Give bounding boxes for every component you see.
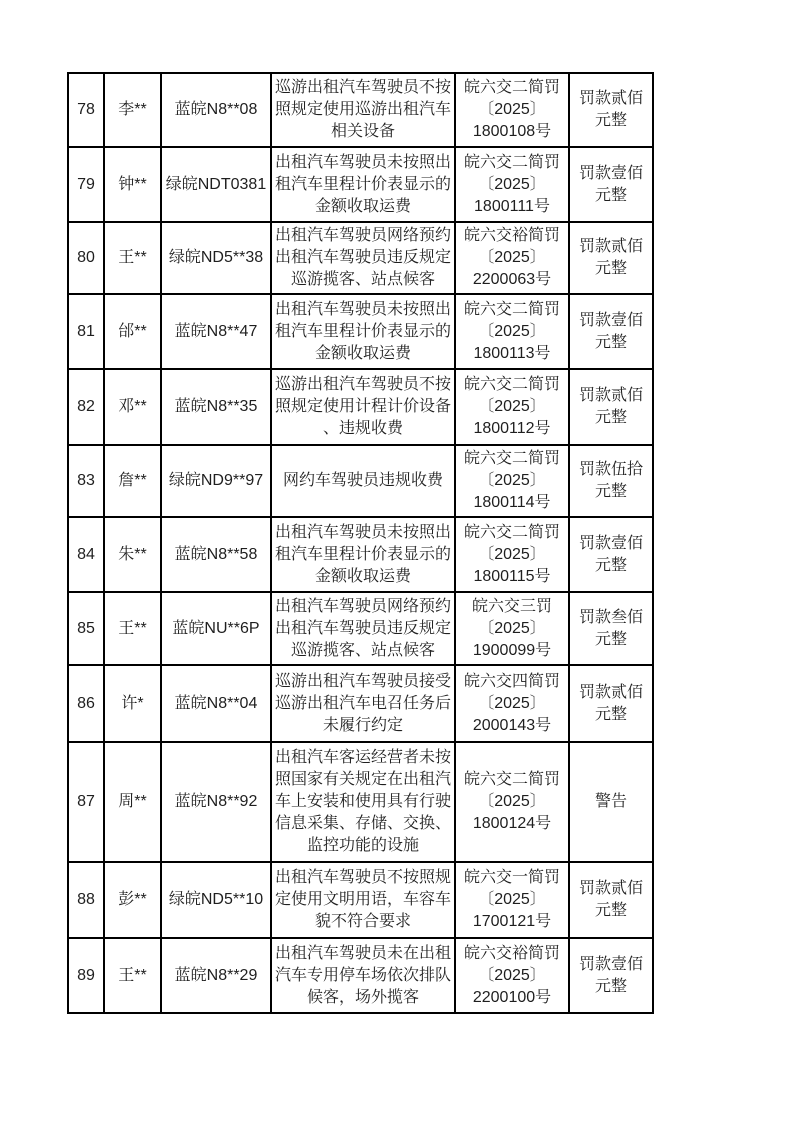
violation-description-cell: 巡游出租汽车驾驶员不按照规定使用巡游出租汽车相关设备 — [271, 73, 455, 147]
table-row — [68, 592, 653, 665]
penalty-result-cell: 罚款壹佰元整 — [569, 517, 653, 592]
penalty-result-cell: 罚款贰佰元整 — [569, 73, 653, 147]
table-row — [68, 938, 653, 1013]
table-row — [68, 445, 653, 517]
penalty-result-cell: 罚款壹佰元整 — [569, 294, 653, 369]
penalty-document-number-cell: 皖六交二简罚〔2025〕1800111号 — [455, 147, 569, 222]
party-name-cell: 周** — [104, 742, 161, 862]
penalty-result-cell: 罚款壹佰元整 — [569, 147, 653, 222]
license-plate-cell: 蓝皖N8**08 — [161, 73, 271, 147]
penalty-document-number-cell: 皖六交二简罚〔2025〕1800124号 — [455, 742, 569, 862]
table-row — [68, 742, 653, 862]
row-index-cell: 82 — [68, 369, 104, 445]
violation-description-cell: 巡游出租汽车驾驶员不按照规定使用计程计价设备、违规收费 — [271, 369, 455, 445]
penalty-result-cell: 罚款叁佰元整 — [569, 592, 653, 665]
violation-description-cell: 出租汽车驾驶员未按照出租汽车里程计价表显示的金额收取运费 — [271, 147, 455, 222]
table-row — [68, 294, 653, 369]
penalty-document-number-cell: 皖六交二简罚〔2025〕1800113号 — [455, 294, 569, 369]
penalty-table-body — [68, 73, 653, 1013]
party-name-cell: 王** — [104, 222, 161, 294]
license-plate-cell: 蓝皖N8**29 — [161, 938, 271, 1013]
license-plate-cell: 绿皖ND9**97 — [161, 445, 271, 517]
party-name-cell: 王** — [104, 592, 161, 665]
penalty-document-number-cell: 皖六交二简罚〔2025〕1800108号 — [455, 73, 569, 147]
violation-description-cell: 出租汽车客运经营者未按照国家有关规定在出租汽车上安装和使用具有行驶信息采集、存储、交换、监控功能的设施 — [271, 742, 455, 862]
license-plate-cell: 蓝皖N8**92 — [161, 742, 271, 862]
table-row — [68, 369, 653, 445]
row-index-cell: 88 — [68, 862, 104, 938]
party-name-cell: 彭** — [104, 862, 161, 938]
row-index-cell: 84 — [68, 517, 104, 592]
violation-description-cell: 出租汽车驾驶员网络预约出租汽车驾驶员违反规定巡游揽客、站点候客 — [271, 222, 455, 294]
row-index-cell: 81 — [68, 294, 104, 369]
license-plate-cell: 蓝皖N8**35 — [161, 369, 271, 445]
penalty-document-number-cell: 皖六交二简罚〔2025〕1800114号 — [455, 445, 569, 517]
row-index-cell: 85 — [68, 592, 104, 665]
table-row — [68, 665, 653, 742]
violation-description-cell: 出租汽车驾驶员未在出租汽车专用停车场依次排队候客，场外揽客 — [271, 938, 455, 1013]
penalty-result-cell: 罚款贰佰元整 — [569, 369, 653, 445]
party-name-cell: 朱** — [104, 517, 161, 592]
license-plate-cell: 蓝皖N8**04 — [161, 665, 271, 742]
license-plate-cell: 绿皖NDT0381 — [161, 147, 271, 222]
penalty-table — [67, 72, 654, 1014]
table-row — [68, 862, 653, 938]
penalty-document-number-cell: 皖六交二简罚〔2025〕1800112号 — [455, 369, 569, 445]
party-name-cell: 邓** — [104, 369, 161, 445]
license-plate-cell: 蓝皖N8**47 — [161, 294, 271, 369]
penalty-result-cell: 罚款贰佰元整 — [569, 862, 653, 938]
row-index-cell: 78 — [68, 73, 104, 147]
penalty-result-cell: 警告 — [569, 742, 653, 862]
table-row — [68, 517, 653, 592]
penalty-document-number-cell: 皖六交裕简罚〔2025〕2200100号 — [455, 938, 569, 1013]
penalty-document-number-cell: 皖六交裕简罚〔2025〕2200063号 — [455, 222, 569, 294]
violation-description-cell: 出租汽车驾驶员未按照出租汽车里程计价表显示的金额收取运费 — [271, 294, 455, 369]
violation-description-cell: 网约车驾驶员违规收费 — [271, 445, 455, 517]
party-name-cell: 李** — [104, 73, 161, 147]
violation-description-cell: 巡游出租汽车驾驶员接受巡游出租汽车电召任务后未履行约定 — [271, 665, 455, 742]
license-plate-cell: 蓝皖NU**6P — [161, 592, 271, 665]
row-index-cell: 86 — [68, 665, 104, 742]
violation-description-cell: 出租汽车驾驶员未按照出租汽车里程计价表显示的金额收取运费 — [271, 517, 455, 592]
penalty-result-cell: 罚款伍拾元整 — [569, 445, 653, 517]
violation-description-cell: 出租汽车驾驶员不按照规定使用文明用语，车容车貌不符合要求 — [271, 862, 455, 938]
penalty-result-cell: 罚款壹佰元整 — [569, 938, 653, 1013]
penalty-document-number-cell: 皖六交二简罚〔2025〕1800115号 — [455, 517, 569, 592]
license-plate-cell: 绿皖ND5**38 — [161, 222, 271, 294]
party-name-cell: 许* — [104, 665, 161, 742]
license-plate-cell: 绿皖ND5**10 — [161, 862, 271, 938]
row-index-cell: 83 — [68, 445, 104, 517]
table-row — [68, 222, 653, 294]
table-row — [68, 147, 653, 222]
violation-description-cell: 出租汽车驾驶员网络预约出租汽车驾驶员违反规定巡游揽客、站点候客 — [271, 592, 455, 665]
party-name-cell: 钟** — [104, 147, 161, 222]
party-name-cell: 王** — [104, 938, 161, 1013]
penalty-document-number-cell: 皖六交三罚〔2025〕1900099号 — [455, 592, 569, 665]
row-index-cell: 89 — [68, 938, 104, 1013]
row-index-cell: 87 — [68, 742, 104, 862]
penalty-result-cell: 罚款贰佰元整 — [569, 665, 653, 742]
table-row — [68, 73, 653, 147]
license-plate-cell: 蓝皖N8**58 — [161, 517, 271, 592]
penalty-document-number-cell: 皖六交四简罚〔2025〕2000143号 — [455, 665, 569, 742]
penalty-document-number-cell: 皖六交一简罚〔2025〕1700121号 — [455, 862, 569, 938]
party-name-cell: 詹** — [104, 445, 161, 517]
penalty-result-cell: 罚款贰佰元整 — [569, 222, 653, 294]
row-index-cell: 80 — [68, 222, 104, 294]
row-index-cell: 79 — [68, 147, 104, 222]
party-name-cell: 邰** — [104, 294, 161, 369]
